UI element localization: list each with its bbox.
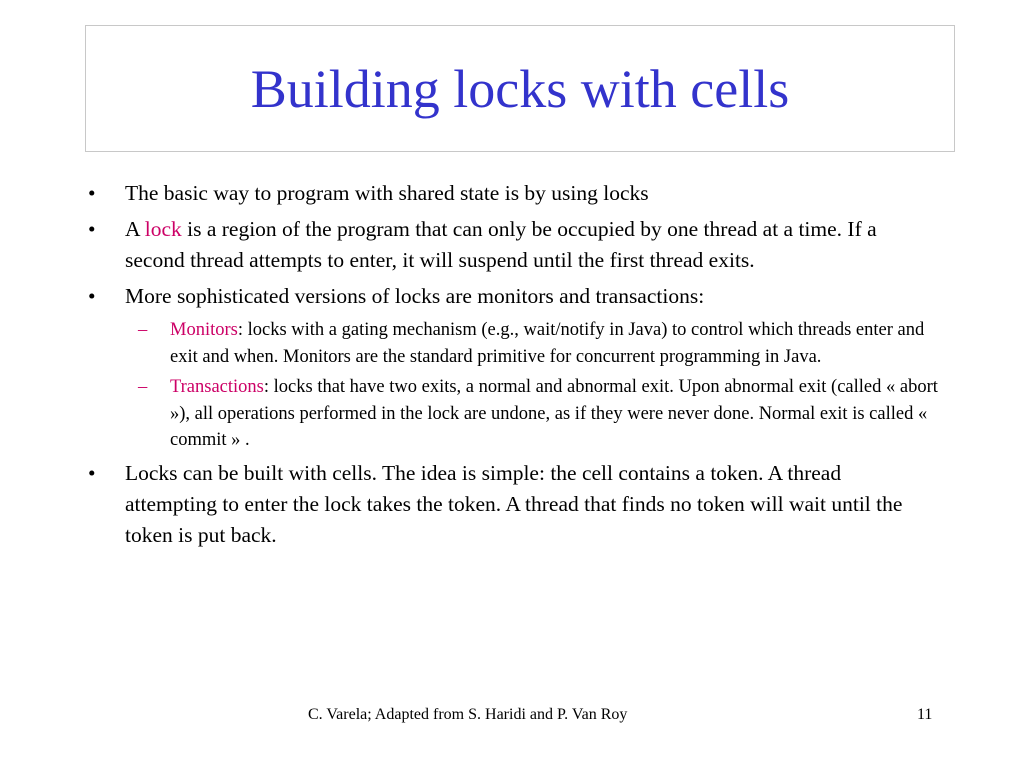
highlight-term-transactions: Transactions xyxy=(170,377,264,397)
page-number: 11 xyxy=(917,706,933,723)
sub-bullet-marker: – xyxy=(138,377,148,397)
bullet-marker: • xyxy=(88,181,96,205)
sub-bullet-transactions xyxy=(138,374,940,454)
slide-title: Building locks with cells xyxy=(250,58,790,119)
bullet-marker: • xyxy=(88,460,96,485)
sub-bullet-marker: – xyxy=(138,320,148,340)
bullet-marker: • xyxy=(88,284,96,308)
sub-bullet-text: : locks that have two exits, a normal and abnormal exit. Upon abnormal exit (called « abort »), all operations performed in the lock are undone, as if they were never done. Normal exit is called « commit » . xyxy=(170,377,938,450)
bullet-marker: • xyxy=(88,217,96,241)
slide-body xyxy=(0,178,1024,556)
bullet-1 xyxy=(88,178,935,209)
bullet-3 xyxy=(88,281,935,312)
sub-bullet-monitors xyxy=(138,317,940,370)
bullet-text: Locks can be built with cells. The idea is simple: the cell contains a token. A thread attempting to enter the lock takes the token. A thread that finds no token will wait until the token is put back. xyxy=(125,460,903,547)
bullet-text: More sophisticated versions of locks are monitors and transactions: xyxy=(125,284,705,308)
bullet-text-post: is a region of the program that can only be occupied by one thread at a time. If a second thread attempts to enter, it will suspend until the first thread exits. xyxy=(125,217,877,272)
bullet-text-pre: A xyxy=(125,217,145,241)
bullet-4 xyxy=(88,458,935,551)
sub-bullet-text: : locks with a gating mechanism (e.g., wait/notify in Java) to control which threads enter and exit and when. Monitors are the standard primitive for concurrent programming in Java. xyxy=(170,320,925,367)
title-box xyxy=(85,25,955,152)
bullet-text: The basic way to program with shared state is by using locks xyxy=(125,181,649,205)
highlight-term-monitors: Monitors xyxy=(170,320,238,340)
footer-credit: C. Varela; Adapted from S. Haridi and P. Van Roy xyxy=(308,706,628,723)
highlight-term-lock: lock xyxy=(144,217,182,241)
bullet-2 xyxy=(88,214,935,276)
